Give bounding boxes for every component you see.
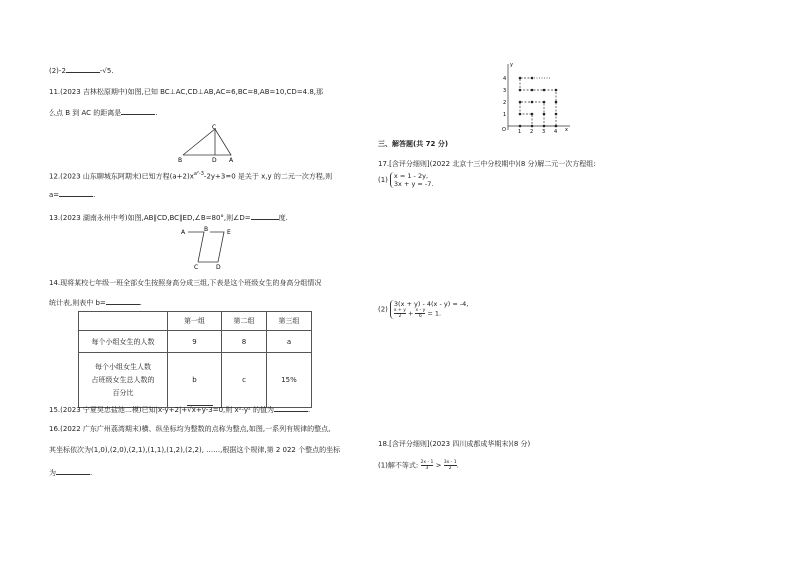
q17-part2: (2) 3(x + y) - 4(x - y) = -4, $\frac{x + y}{2}$ + $\frac{x - y}{6}$ = 1. (378, 300, 469, 319)
q13-line: 13.(2023 湖南永州中考)如图,AB∥CD,BC∥ED,∠B=80°,则∠D= 度. (49, 214, 288, 222)
label-b: B (204, 226, 209, 233)
triangle-figure (175, 123, 240, 163)
label-c: C (194, 264, 199, 271)
origin-label: O (502, 127, 506, 133)
line-ab-bc (188, 232, 204, 262)
q12-line1: 12.(2023 山东聊城东阿期末)已知方程$(a+2)x^{a^2-3}-2y+3=0$ 是关于 x,y 的二元一次方程,则 (49, 171, 333, 181)
q15-line: 15.(2023 宁夏吴忠盐池二模)已知|x-y+2|+√x+y-3=0,则 x²-y² 的值为 . (49, 406, 311, 414)
label-a: A (229, 157, 234, 164)
parallel-lines-figure (178, 224, 248, 270)
equation-system: x = 1 - 2y, 3x + y = -7. (390, 172, 434, 188)
q11-line1: 11.(2023 吉林松原期中)如图,已知 BC⊥AC,CD⊥AB,AC=6,BC=8,AB=10,CD=4.8,那 (49, 88, 324, 96)
table-cell: 每个小组女生的人数 (79, 331, 168, 353)
table-cell: c (222, 353, 267, 408)
q16-line3: 为 . (49, 469, 93, 477)
answer-blank[interactable] (274, 404, 308, 412)
table-cell: 15% (267, 353, 312, 408)
q14-line1: 14.现将某校七年级一班全部女生按照身高分成三组,下表是这个班级女生的身高分组情况 (49, 279, 322, 287)
label-e: E (227, 229, 231, 236)
table-row (79, 353, 312, 408)
y-tick-4: 4 (503, 76, 507, 82)
table-row (79, 331, 312, 353)
q10-part2: (2)-2 -√5. (49, 67, 114, 75)
answer-blank[interactable] (66, 65, 100, 73)
table-cell: 8 (222, 331, 267, 353)
label-b: B (178, 157, 183, 164)
answer-blank[interactable] (106, 297, 140, 305)
equation-system: 3(x + y) - 4(x - y) = -4, $\frac{x + y}{2}$ + $\frac{x - y}{6}$ = 1. (390, 300, 468, 319)
q17-part1: (1) x = 1 - 2y, 3x + y = -7. (378, 172, 434, 188)
y-axis-label: y (510, 62, 513, 68)
table-cell: a (267, 331, 312, 353)
y-tick-3: 3 (503, 88, 507, 94)
lattice-path (520, 78, 556, 126)
q11-line2: 么点 B 到 AC 的距离是 . (49, 109, 158, 117)
table-header: 第二组 (222, 312, 267, 331)
q16-line2: 其坐标依次为(1,0),(2,0),(2,1),(1,1),(1,2),(2,2), ……,根据这个规律,第 2 022 个整点的坐标 (49, 446, 341, 454)
x-tick-1: 1 (518, 129, 522, 135)
table-cell: b (168, 353, 222, 408)
table-header: 第三组 (267, 312, 312, 331)
table-cell (79, 312, 168, 331)
triangle-outline (183, 129, 231, 155)
label-d: D (216, 264, 221, 271)
y-tick-1: 1 (503, 112, 507, 118)
table-header: 第一组 (168, 312, 222, 331)
q12-line2: a= . (49, 191, 96, 199)
q17-title: 17.[含评分细则](2022 北京十三中分校期中)(8 分)解二元一次方程组: (378, 160, 596, 168)
x-tick-3: 3 (542, 129, 546, 135)
answer-blank[interactable] (59, 189, 93, 197)
label-c: C (212, 124, 217, 131)
q16-line1: 16.(2022 广东广州荔湾期末)横、纵坐标均为整数的点称为整点,如图,一系列有规律的整点, (49, 425, 331, 433)
label-a: A (181, 229, 186, 236)
label-d: D (212, 157, 217, 164)
table-row (79, 312, 312, 331)
q18-part1: (1)解不等式: $\frac{2x - 1}{3}$ > $\frac{3x - 1}{2}$ . (378, 460, 459, 471)
q18-title: 18.[含评分细则](2023 四川成都成华期末)(8 分) (378, 440, 531, 448)
answer-blank[interactable] (56, 467, 90, 475)
y-tick-2: 2 (503, 100, 507, 106)
table-cell: 每个小组女生人数 占班级女生总人数的 百分比 (79, 353, 168, 408)
answer-blank[interactable] (121, 107, 155, 115)
x-tick-2: 2 (530, 129, 534, 135)
q14-line2: 统计表,则表中 b= . (49, 299, 142, 307)
height-group-table (78, 311, 312, 408)
lattice-points-graph (498, 60, 574, 134)
x-tick-4: 4 (554, 129, 558, 135)
table-cell: 9 (168, 331, 222, 353)
lattice-points (519, 77, 558, 128)
line-cd-de (198, 232, 224, 262)
section-title: 三、解答题(共 72 分) (378, 140, 449, 148)
answer-blank[interactable] (251, 212, 279, 220)
x-axis-label: x (565, 127, 568, 133)
